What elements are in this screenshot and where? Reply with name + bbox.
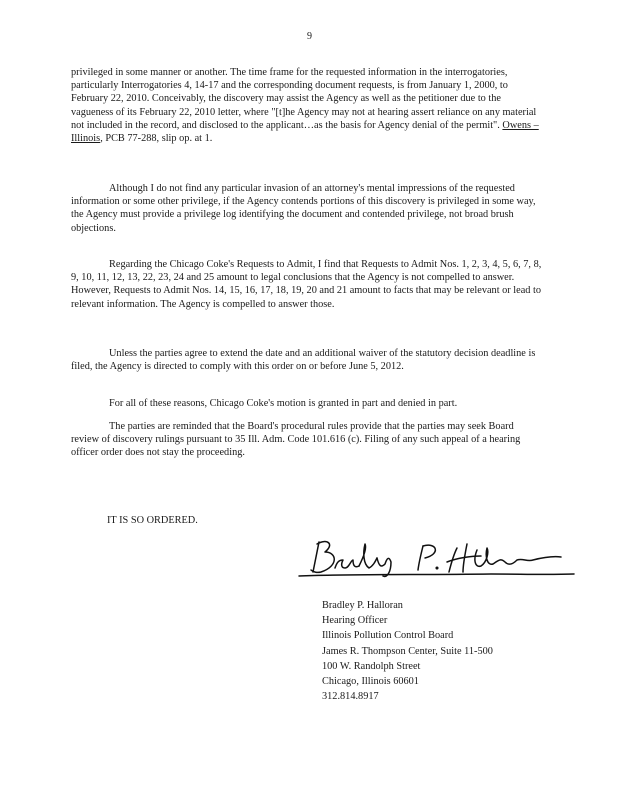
signer-name: Bradley P. Halloran bbox=[322, 600, 403, 611]
signature-block bbox=[322, 598, 493, 704]
paragraph-compliance-deadline: Unless the parties agree to extend the date and an additional waiver of the statutory decision deadline is filed, the Agency is directed to comply with this order on or before June 5, 2012. bbox=[71, 348, 536, 373]
address-line-1: James R. Thompson Center, Suite 11-500 bbox=[322, 645, 493, 657]
paragraph-ruling: For all of these reasons, Chicago Coke's motion is granted in part and denied in part. bbox=[109, 398, 458, 409]
signer-organization: Illinois Pollution Control Board bbox=[322, 630, 454, 642]
paragraph-requests-to-admit: Regarding the Chicago Coke's Requests to Admit, I find that Requests to Admit Nos. 1, 2, 3, 4, 5, 6, 7, 8, 9, 10, 11, 12, 13, 22, 23, 24 and 25 amount to legal conclusions that the Agency is not compelled to answer. However, Requests to Admit Nos. 14, 15, 16, 17, 18, 19, 20 and 21 amount to facts that may be relevant or lead to relevant information. The Agency is compelled to answer those. bbox=[71, 259, 542, 310]
paragraph-privilege-log: Although I do not find any particular invasion of an attorney's mental impressions of the requested information or some other privilege, if the Agency contends portions of this discovery is privileged in some way, the Agency must provide a privilege log identifying the document and contended privilege, not broad brush objections. bbox=[71, 183, 536, 234]
paragraph-privilege-timeframe bbox=[71, 66, 543, 145]
paragraph-procedural-rules: The parties are reminded that the Board's procedural rules provide that the parties may seek Board review of discovery rulings pursuant to 35 Ill. Adm. Code 101.616 (c). Filing of any such appeal of a hearing officer order does not stay the proceeding. bbox=[71, 421, 521, 459]
closing-statement: IT IS SO ORDERED. bbox=[107, 515, 198, 526]
paragraph-text: , PCB 77-288, slip op. at 1. bbox=[100, 133, 213, 145]
address-line-2: 100 W. Randolph Street bbox=[322, 660, 421, 672]
signer-title: Hearing Officer bbox=[322, 615, 388, 627]
handwritten-signature bbox=[291, 532, 576, 582]
case-citation-name: Owens – Illinois bbox=[71, 119, 539, 145]
paragraph-text: privileged in some manner or another. The time frame for the requested information in the interrogatories, particularly Interrogatories 4, 14-17 and the corresponding document requests, is from January 1, 2000, to February 22, 2010. Conceivably, the discovery may assist the Agency as well as the petitioner due to the vagueness of its February 22, 2010 letter, where "[t]he Agency may not at hearing assert reliance on any material not included in the record, and disclosed to the applicant…as the basis for Agency denial of the permit". bbox=[71, 67, 537, 131]
city-state-zip: Chicago, Illinois 60601 bbox=[322, 676, 419, 688]
phone-number: 312.814.8917 bbox=[322, 691, 379, 703]
page-number: 9 bbox=[307, 31, 312, 42]
